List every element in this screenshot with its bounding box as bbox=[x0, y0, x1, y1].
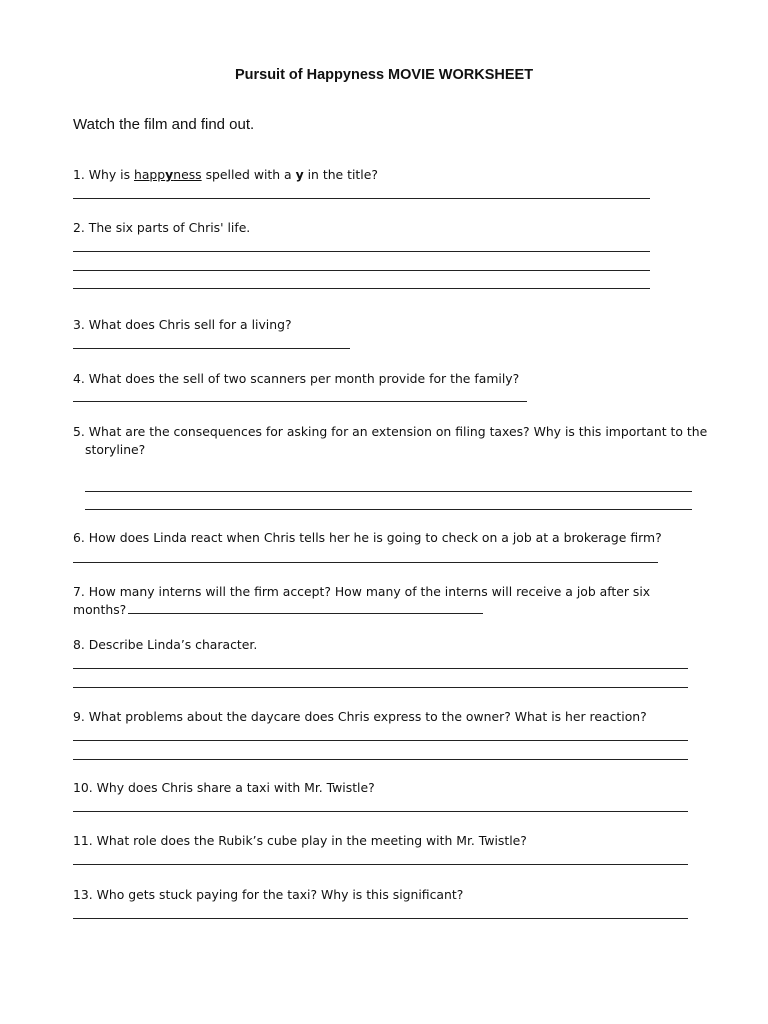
answer-line[interactable] bbox=[73, 687, 688, 688]
answer-line[interactable] bbox=[73, 668, 688, 669]
question-10: 10. Why does Chris share a taxi with Mr. Twistle? bbox=[73, 780, 375, 795]
question-5 bbox=[73, 423, 713, 458]
question-11: 11. What role does the Rubik’s cube play in the meeting with Mr. Twistle? bbox=[73, 833, 527, 848]
question-1 bbox=[73, 166, 378, 184]
question-8: 8. Describe Linda’s character. bbox=[73, 637, 258, 652]
answer-line[interactable] bbox=[73, 288, 650, 289]
answer-line[interactable] bbox=[73, 740, 688, 741]
answer-line[interactable] bbox=[73, 759, 688, 760]
q1-suffix: in the title? bbox=[303, 167, 378, 182]
q1-letter: y bbox=[295, 167, 304, 182]
answer-line[interactable] bbox=[73, 251, 650, 252]
answer-line[interactable] bbox=[73, 562, 658, 563]
question-7-continued bbox=[73, 601, 483, 619]
answer-line[interactable] bbox=[73, 864, 688, 865]
answer-line[interactable] bbox=[128, 612, 483, 614]
question-9: 9. What problems about the daycare does Chris express to the owner? What is her reaction? bbox=[73, 709, 647, 724]
question-13: 13. Who gets stuck paying for the taxi? Why is this significant? bbox=[73, 887, 464, 902]
question-6: 6. How does Linda react when Chris tells her he is going to check on a job at a brokerage firm? bbox=[73, 530, 662, 545]
q1-word-a: happ bbox=[133, 167, 166, 182]
answer-line[interactable] bbox=[73, 270, 650, 271]
intro-text: Watch the film and find out. bbox=[73, 116, 255, 133]
question-2: 2. The six parts of Chris' life. bbox=[73, 220, 251, 235]
question-7: 7. How many interns will the firm accept? How many of the interns will receive a job after six bbox=[73, 584, 651, 599]
answer-line[interactable] bbox=[73, 811, 688, 812]
q7-months: months? bbox=[73, 602, 127, 617]
answer-line[interactable] bbox=[73, 918, 688, 919]
answer-line[interactable] bbox=[85, 491, 692, 492]
q1-word bbox=[134, 167, 202, 182]
answer-line[interactable] bbox=[73, 348, 350, 349]
page-title: Pursuit of Happyness MOVIE WORKSHEET bbox=[234, 67, 534, 83]
q1-mid: spelled with a bbox=[201, 167, 296, 182]
answer-line[interactable] bbox=[73, 401, 527, 402]
q1-word-y: y bbox=[165, 167, 174, 182]
question-3: 3. What does Chris sell for a living? bbox=[73, 317, 292, 332]
question-4: 4. What does the sell of two scanners per month provide for the family? bbox=[73, 371, 520, 386]
answer-line[interactable] bbox=[73, 198, 650, 199]
q1-prefix: 1. Why is bbox=[73, 167, 134, 182]
q1-word-b: ness bbox=[173, 167, 202, 182]
answer-line[interactable] bbox=[85, 509, 692, 510]
q5-text: 5. What are the consequences for asking for an extension on filing taxes? Why is this important to the storyline? bbox=[73, 424, 708, 457]
